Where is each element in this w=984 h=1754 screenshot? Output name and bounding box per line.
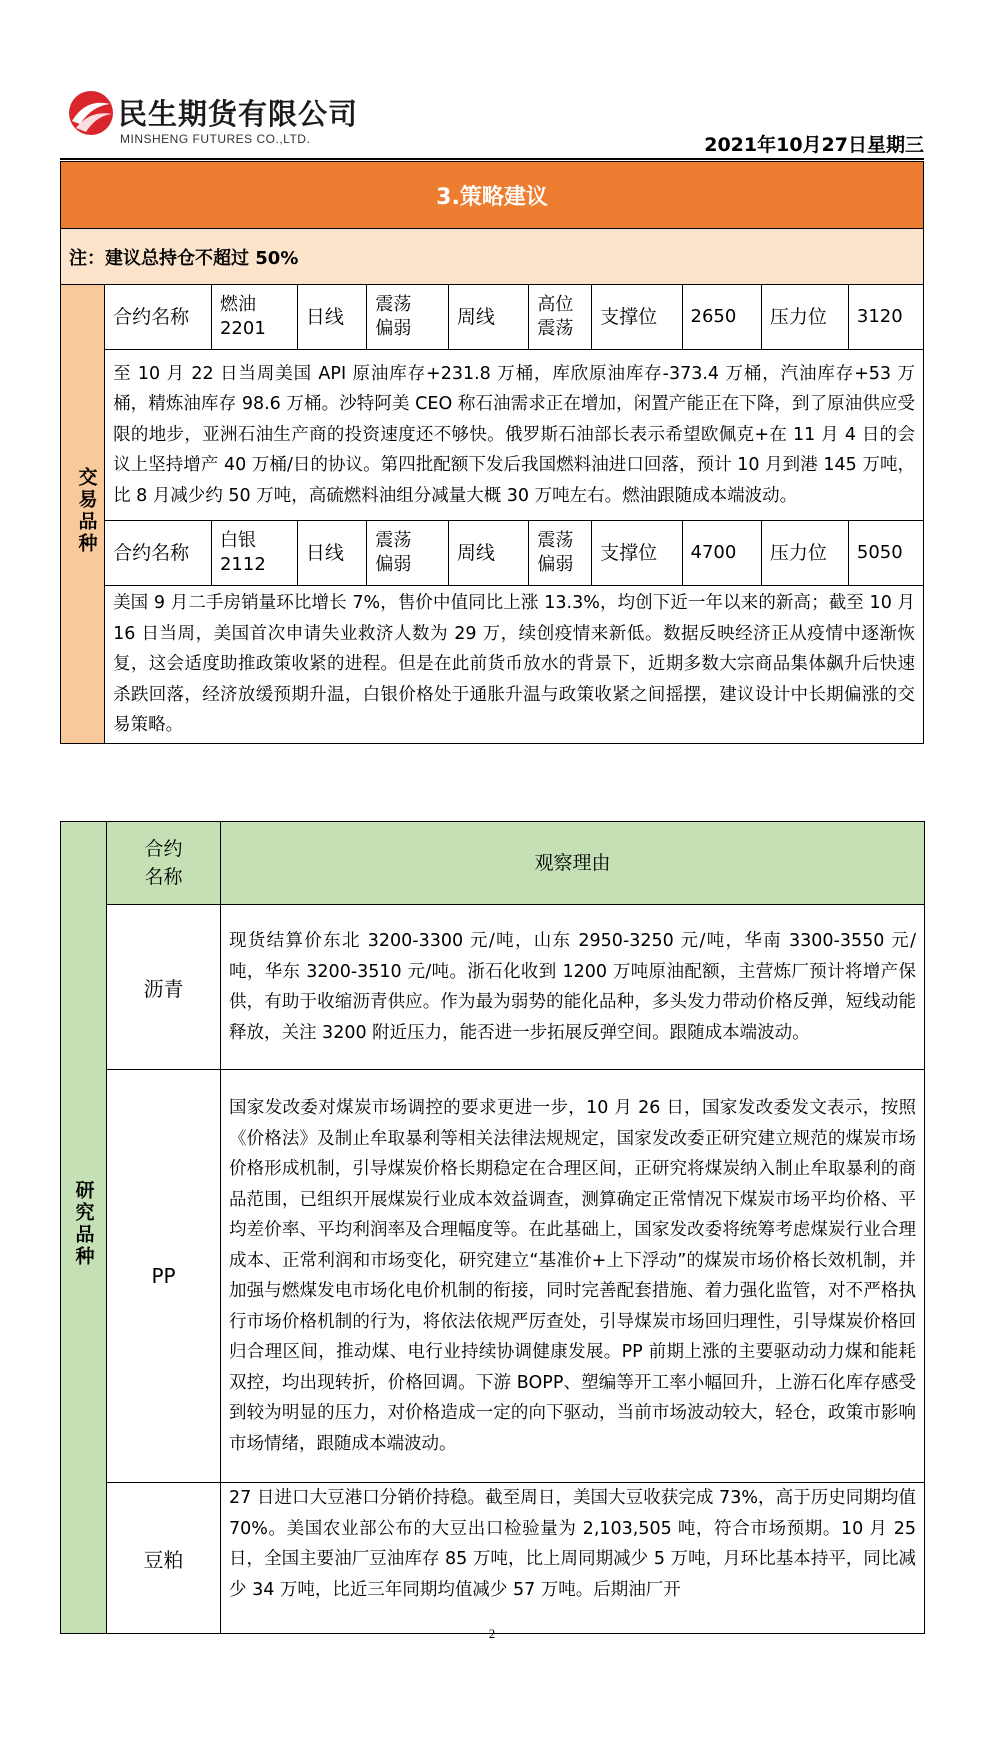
resistance-value: 5050 bbox=[848, 521, 923, 586]
research-varieties-label: 研究品种 bbox=[61, 822, 107, 1634]
col-contract-name: 合约 名称 bbox=[107, 822, 221, 905]
strategy-title: 3.策略建议 bbox=[61, 162, 924, 229]
position-note: 注：建议总持仓不超过 50% bbox=[61, 229, 924, 285]
contract-row bbox=[61, 285, 924, 350]
daily-trend: 震荡 偏弱 bbox=[367, 285, 449, 350]
contract-name-label: 合约名称 bbox=[105, 521, 212, 586]
daily-trend: 震荡 偏弱 bbox=[367, 521, 449, 586]
contract-name-label: 合约名称 bbox=[105, 285, 212, 350]
daily-label: 日线 bbox=[297, 521, 366, 586]
resistance-label: 压力位 bbox=[761, 285, 848, 350]
resistance-value: 3120 bbox=[848, 285, 923, 350]
page-number: 2 bbox=[488, 1626, 496, 1641]
observation-reason: 现货结算价东北 3200-3300 元/吨，山东 2950-3250 元/吨，华南 3300-3550 元/吨，华东 3200-3510 元/吨。浙石化收到 1200 万吨原油配额，主营炼厂预计将增产保供，有助于收缩沥青供应。作为最为弱势的能化品种，多头发力带动价格反弹，短线动能释放，关注 3200 附近压力，能否进一步拓展反弹空间。跟随成本端波动。 bbox=[221, 905, 925, 1070]
contract-name: 白银 2112 bbox=[211, 521, 297, 586]
support-value: 2650 bbox=[682, 285, 761, 350]
table-row bbox=[61, 1070, 925, 1483]
variety-name: 豆粕 bbox=[107, 1483, 221, 1634]
minsheng-logo-icon bbox=[66, 88, 116, 138]
strategy-table bbox=[60, 161, 924, 744]
observation-reason: 27 日进口大豆港口分销价持稳。截至周日，美国大豆收获完成 73%，高于历史同期均值 70%。美国农业部公布的大豆出口检验量为 2,103,505 吨，符合市场预期。10 月 25 日，全国主要油厂豆油库存 85 万吨，比上周同期减少 5 万吨，月环比基本持平，同比减少 34 万吨，比近三年同期均值减少 57 万吨。后期油厂开 bbox=[229, 1488, 916, 1600]
variety-name: 沥青 bbox=[107, 905, 221, 1070]
research-table bbox=[60, 821, 925, 1634]
contract-row bbox=[61, 521, 924, 586]
col-reason: 观察理由 bbox=[221, 822, 925, 905]
table-row bbox=[61, 1483, 925, 1634]
trading-varieties-label: 交易品种 bbox=[61, 285, 105, 744]
support-value: 4700 bbox=[682, 521, 761, 586]
company-name-cn: 民生期货有限公司 bbox=[118, 97, 359, 131]
weekly-label: 周线 bbox=[448, 285, 528, 350]
resistance-label: 压力位 bbox=[761, 521, 848, 586]
contract-analysis: 美国 9 月二手房销量环比增长 7%，售价中值同比上涨 13.3%，均创下近一年以来的新高；截至 10 月 16 日当周，美国首次申请失业救济人数为 29 万，续创疫情来新低。数据反映经济正从疫情中逐渐恢复，这会适度助推政策收紧的进程。但是在此前货币放水的背景下，近期多数大宗商品集体飙升后快速杀跌回落，经济放缓预期升温，白银价格处于通胀升温与政策收紧之间摇摆，建议设计中长期偏涨的交易策略。 bbox=[105, 586, 924, 744]
support-label: 支撑位 bbox=[592, 285, 682, 350]
company-name-en: MINSHENG FUTURES CO.,LTD. bbox=[120, 132, 311, 146]
table-row bbox=[61, 905, 925, 1070]
daily-label: 日线 bbox=[297, 285, 366, 350]
observation-reason: 国家发改委对煤炭市场调控的要求更进一步，10 月 26 日，国家发改委发文表示，按照《价格法》及制止牟取暴利等相关法律法规规定，国家发改委正研究建立规范的煤炭市场价格形成机制，引导煤炭价格长期稳定在合理区间，正研究将煤炭纳入制止牟取暴利的商品范围，已组织开展煤炭行业成本效益调查，测算确定正常情况下煤炭市场平均价格、平均差价率、平均利润率及合理幅度等。在此基础上，国家发改委将统筹考虑煤炭行业合理成本、正常利润和市场变化，研究建立“基准价+上下浮动”的煤炭市场价格长效机制，并加强与燃煤发电市场化电价机制的衔接，同时完善配套措施、着力强化监管，对不严格执行市场价格机制的行为，将依法依规严厉查处，引导煤炭市场回归理性，引导煤炭价格回归合理区间，推动煤、电行业持续协调健康发展。PP 前期上涨的主要驱动动力煤和能耗双控，均出现转折，价格回调。下游 BOPP、塑编等开工率小幅回升，上游石化库存感受到较为明显的压力，对价格造成一定的向下驱动，当前市场波动较大，轻仓，政策市影响市场情绪，跟随成本端波动。 bbox=[221, 1070, 925, 1483]
weekly-label: 周线 bbox=[448, 521, 528, 586]
contract-name: 燃油 2201 bbox=[211, 285, 297, 350]
variety-name: PP bbox=[107, 1070, 221, 1483]
support-label: 支撑位 bbox=[592, 521, 682, 586]
weekly-trend: 高位 震荡 bbox=[529, 285, 592, 350]
page-header bbox=[60, 80, 924, 156]
contract-analysis: 至 10 月 22 日当周美国 API 原油库存+231.8 万桶，库欣原油库存-373.4 万桶，汽油库存+53 万桶，精炼油库存 98.6 万桶。沙特阿美 CEO 称石油需求正在增加，闲置产能正在下降，到了原油供应受限的地步，亚洲石油生产商的投资速度还不够快。俄罗斯石油部长表示希望欧佩克+在 11 月 4 日的会议上坚持增产 40 万桶/日的协议。第四批配额下发后我国燃料油进口回落，预计 10 月到港 145 万吨，比 8 月减少约 50 万吨，高硫燃料油组分减量大概 30 万吨左右。燃油跟随成本端波动。 bbox=[105, 350, 924, 521]
report-date: 2021年10月27日星期三 bbox=[704, 134, 924, 156]
weekly-trend: 震荡 偏弱 bbox=[529, 521, 592, 586]
header-rule bbox=[60, 158, 924, 160]
